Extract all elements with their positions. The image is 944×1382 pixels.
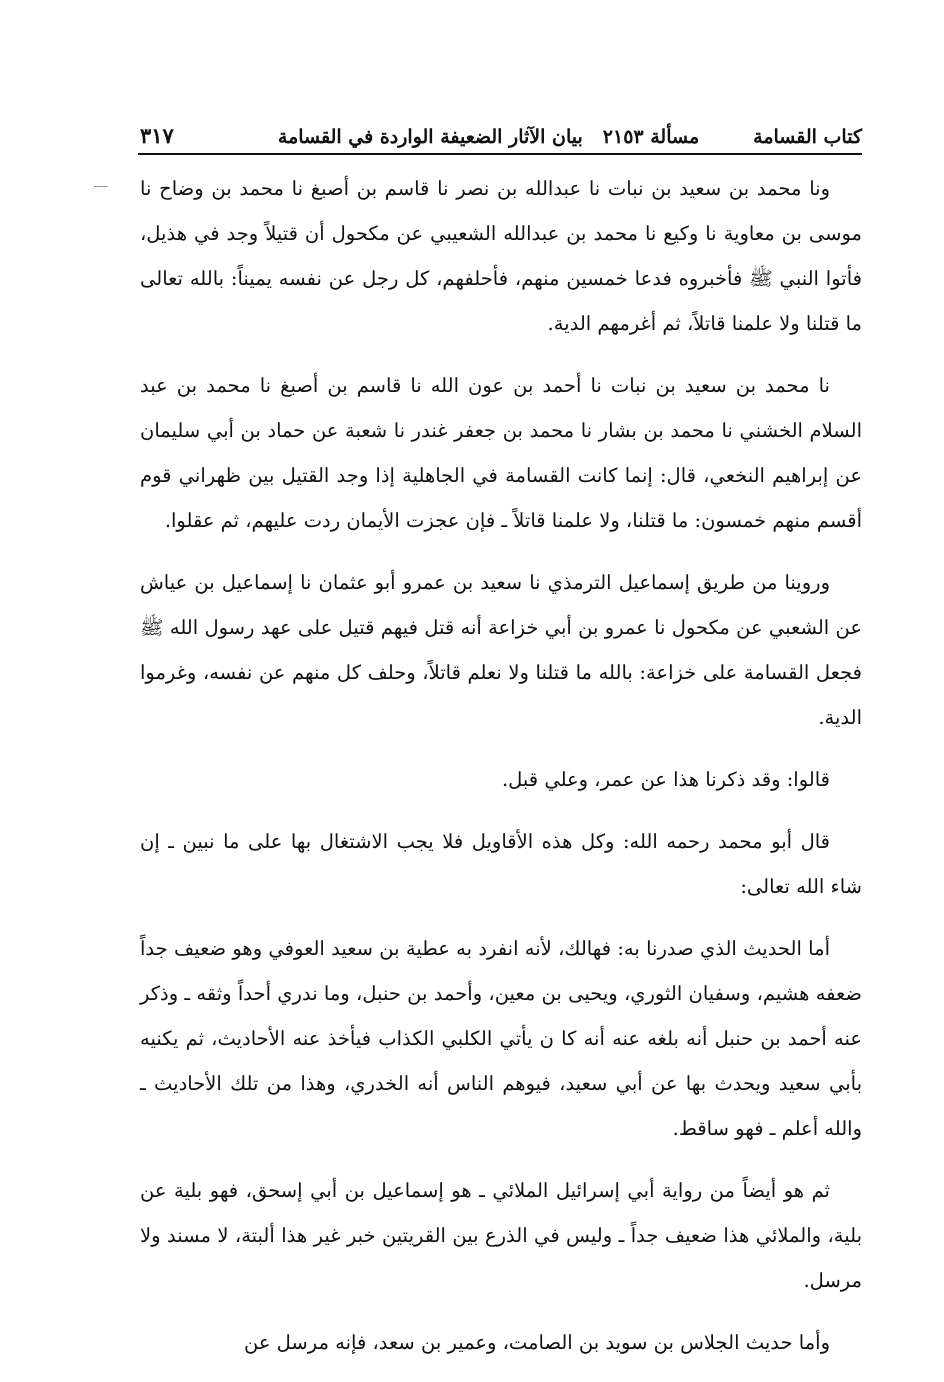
- book-title: كتاب القسامة: [753, 126, 862, 148]
- paragraph: وأما حديث الجلاس بن سويد بن الصامت، وعمير بن سعد، فإنه مرسل عن: [243, 1331, 830, 1354]
- header-rule: [138, 153, 862, 155]
- margin-mark: [94, 186, 108, 187]
- paragraph: ثم هو أيضاً من رواية أبي إسرائيل الملائي ـ هو إسماعيل بن أبي إسحق، فهو بلية عن بلية، والملائي هذا ضعيف جداً ـ وليس في الذرع بين القريتين خبر غير هذا ألبتة، لا مسند ولا مرسل.: [140, 1179, 862, 1292]
- paragraph: وروينا من طريق إسماعيل الترمذي نا سعيد بن عمرو أبو عثمان نا إسماعيل بن عياش عن الشعبي عن مكحول نا عمرو بن أبي خزاعة أنه قتل فيهم قتيل على عهد رسول الله ﷺ فجعل القسامة على خزاعة: بالله ما قتلنا ولا نعلم قاتلاً، وحلف كل منهم عن نفسه، وغرموا الدية.: [140, 571, 862, 729]
- paragraph: نا محمد بن سعيد بن نبات نا أحمد بن عون الله نا قاسم بن أصبغ نا محمد بن عبد السلام الخشني نا محمد بن بشار نا محمد بن جعفر غندر نا شعبة عن حماد بن أبي سليمان عن إبراهيم النخعي، قال: إنما كانت القسامة في الجاهلية إذا وجد القتيل بين ظهراني قوم أقسم منهم خمسون: ما قتلنا، ولا علمنا قاتلاً ـ فإن عجزت الأيمان ردت عليهم، ثم عقلوا.: [140, 374, 862, 532]
- paragraph: أما الحديث الذي صدرنا به: فهالك، لأنه انفرد به عطية بن سعيد العوفي وهو ضعيف جداً ضعفه هشيم، وسفيان الثوري، ويحيى بن معين، وأحمد بن حنبل، وما ندري أحداً وثقه ـ وذكر عنه أحمد بن حنبل أنه بلغه عنه أنه كا ن يأتي الكلبي الكذاب فيأخذ عنه الأحاديث، ثم يكنيه بأبي سعيد ويحدث بها عن أبي سعيد، فيوهم الناس أنه الخدري، وهذا من تلك الأحاديث ـ والله أعلم ـ فهو ساقط.: [140, 937, 862, 1140]
- paragraph: قالوا: وقد ذكرنا هذا عن عمر، وعلي قبل.: [501, 768, 830, 791]
- body-text: [140, 166, 862, 1382]
- running-header: [140, 108, 862, 148]
- paragraph: ونا محمد بن سعيد بن نبات نا عبدالله بن نصر نا قاسم بن أصبغ نا محمد بن وضاح نا موسى بن معاوية نا وكيع نا محمد بن عبدالله الشعيبي عن مكحول أن قتيلاً وجد في هذيل، فأتوا النبي ﷺ فأخبروه فدعا خمسين منهم، فأحلفهم، كل رجل عن نفسه يميناً: بالله تعالى ما قتلنا ولا علمنا قاتلاً، ثم أغرمهم الدية.: [140, 177, 862, 335]
- section-title: بيان الآثار الضعيفة الواردة في القسامة: [277, 126, 583, 148]
- issue-number: مسألة ٢١٥٣: [602, 126, 700, 148]
- paragraph: قال أبو محمد رحمه الله: وكل هذه الأقاويل فلا يجب الاشتغال بها على ما نبين ـ إن شاء الله تعالى:: [140, 830, 862, 898]
- page-number: ٣١٧: [140, 123, 174, 148]
